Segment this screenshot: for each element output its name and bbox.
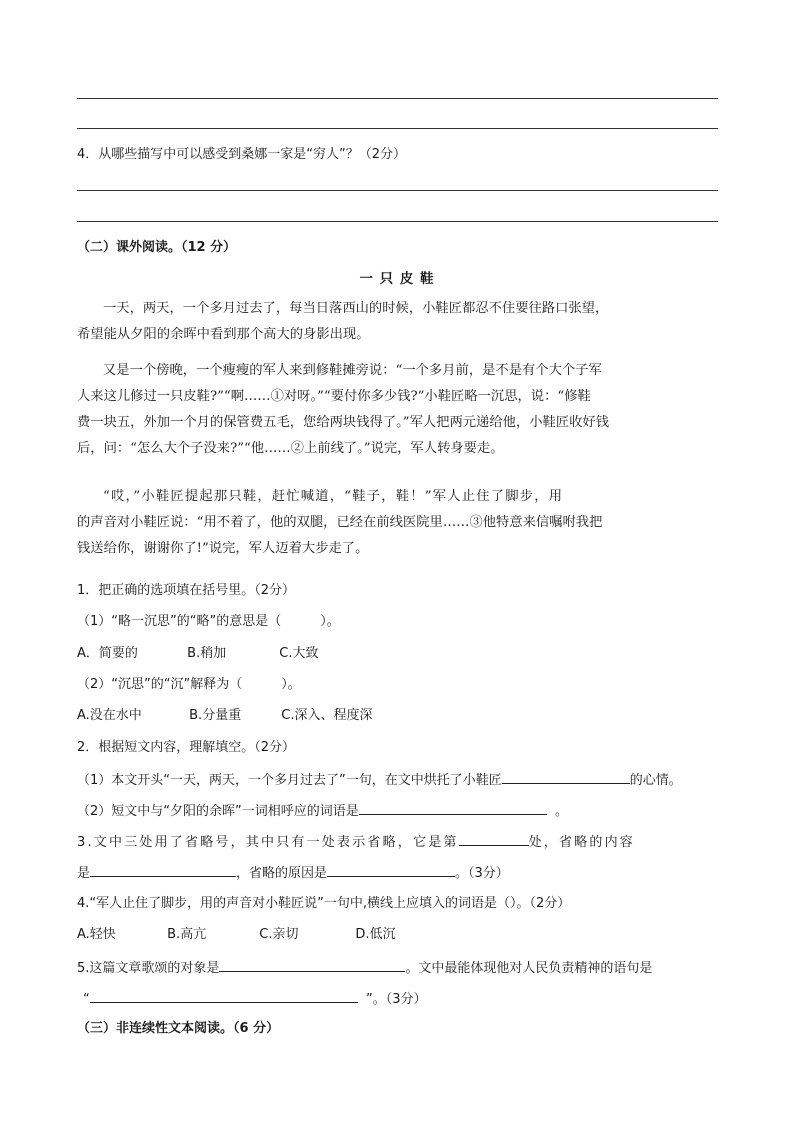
- question-4: 4.“军人止住了脚步，用的声音对小鞋匠说”一句中,横线上应填入的词语是（）。（2分）: [77, 896, 571, 911]
- question-1: 1．把正确的选项填在括号里。（2分）: [77, 583, 296, 598]
- answer-blank[interactable]: [502, 770, 630, 784]
- question-3: 3.文中三处用了省略号，其中只有一处表示省略，它是第 处，省略的内容: [77, 832, 635, 852]
- question-4-options: [77, 926, 396, 944]
- option-c[interactable]: C.大致: [279, 646, 319, 661]
- answer-blank[interactable]: [327, 863, 455, 877]
- question-2: 2．根据短文内容，理解填空。（2分）: [77, 740, 296, 755]
- answer-line: [77, 128, 718, 129]
- question-2-2: （2）短文中与“夕阳的余晖”一词相呼应的词语是 。: [77, 801, 568, 821]
- option-a[interactable]: A.轻快: [77, 927, 116, 942]
- question-2-1: （1）本文开头“一天，两天，一个多月过去了”一句，在文中烘托了小鞋匠 的心情。: [77, 770, 682, 790]
- question-1-2: （2）“沉思”的“沉”解释为（ ）。: [77, 677, 301, 692]
- article-title: 一 只 皮 鞋: [359, 271, 435, 287]
- answer-line: [77, 190, 718, 191]
- question-5-cont: “ ”。（3分）: [77, 989, 427, 1009]
- article-paragraph-2: 又是一个傍晚，一个瘦瘦的军人来到修鞋摊旁说：“一个多月前，是不是有个大个子军 人来这儿修过一只皮鞋?”“啊……①对呀。”“要付你多少钱?”小鞋匠略一沉思，说：“修鞋 费一块五，外加一个月的保管费五毛，您给两块钱得了。”军人把两元递给他，小鞋匠收好钱 后，问：“怎么大个子没来?”“他……②上前线了。”说完，军人转身要走。: [77, 363, 610, 456]
- option-b[interactable]: B.分量重: [189, 708, 242, 723]
- option-b[interactable]: B.稍加: [187, 646, 227, 661]
- question-1-1: （1）“略一沉思”的“略”的意思是（ ）。: [77, 614, 340, 629]
- question-5: 5.这篇文章歌颂的对象是 。文中最能体现他对人民负责精神的语句是: [77, 958, 652, 978]
- option-d[interactable]: D.低沉: [355, 927, 396, 942]
- option-a[interactable]: A.没在水中: [77, 708, 142, 723]
- section-heading-extracurricular: （二）课外阅读。（12 分）: [77, 240, 237, 255]
- option-c[interactable]: C.亲切: [259, 927, 299, 942]
- section-heading-noncontinuous: （三）非连续性文本阅读。（6 分）: [77, 1021, 280, 1036]
- question-3-cont: 是 ，省略的原因是 。（3分）: [77, 863, 509, 883]
- answer-blank[interactable]: [359, 801, 547, 815]
- answer-blank[interactable]: [459, 832, 529, 846]
- article-paragraph-3: “哎，”小鞋匠提起那只鞋，赶忙喊道，“鞋子，鞋！”军人止住了脚步，用 的声音对小鞋匠说：“用不着了，他的双腿，已经在前线医院里……③他特意来信嘱咐我把 钱送给你，谢谢你了!”说完，军人迈着大步走了。: [77, 489, 603, 556]
- option-a[interactable]: A．简要的: [77, 646, 138, 661]
- question-1-2-options: [77, 707, 373, 725]
- answer-line: [77, 98, 718, 99]
- option-b[interactable]: B.高亢: [167, 927, 207, 942]
- question-4-top: 4．从哪些描写中可以感受到桑娜一家是“穷人”？（2分）: [77, 147, 407, 162]
- article-paragraph-1: 一天，两天，一个多月过去了，每当日落西山的时候，小鞋匠都忍不住要往路口张望， 希望能从夕阳的余晖中看到那个高大的身影出现。: [77, 301, 609, 342]
- question-1-1-options: [77, 645, 319, 663]
- answer-line: [77, 221, 718, 222]
- option-c[interactable]: C.深入、程度深: [281, 708, 373, 723]
- answer-blank[interactable]: [90, 989, 358, 1003]
- answer-blank[interactable]: [90, 863, 236, 877]
- answer-blank[interactable]: [219, 958, 405, 972]
